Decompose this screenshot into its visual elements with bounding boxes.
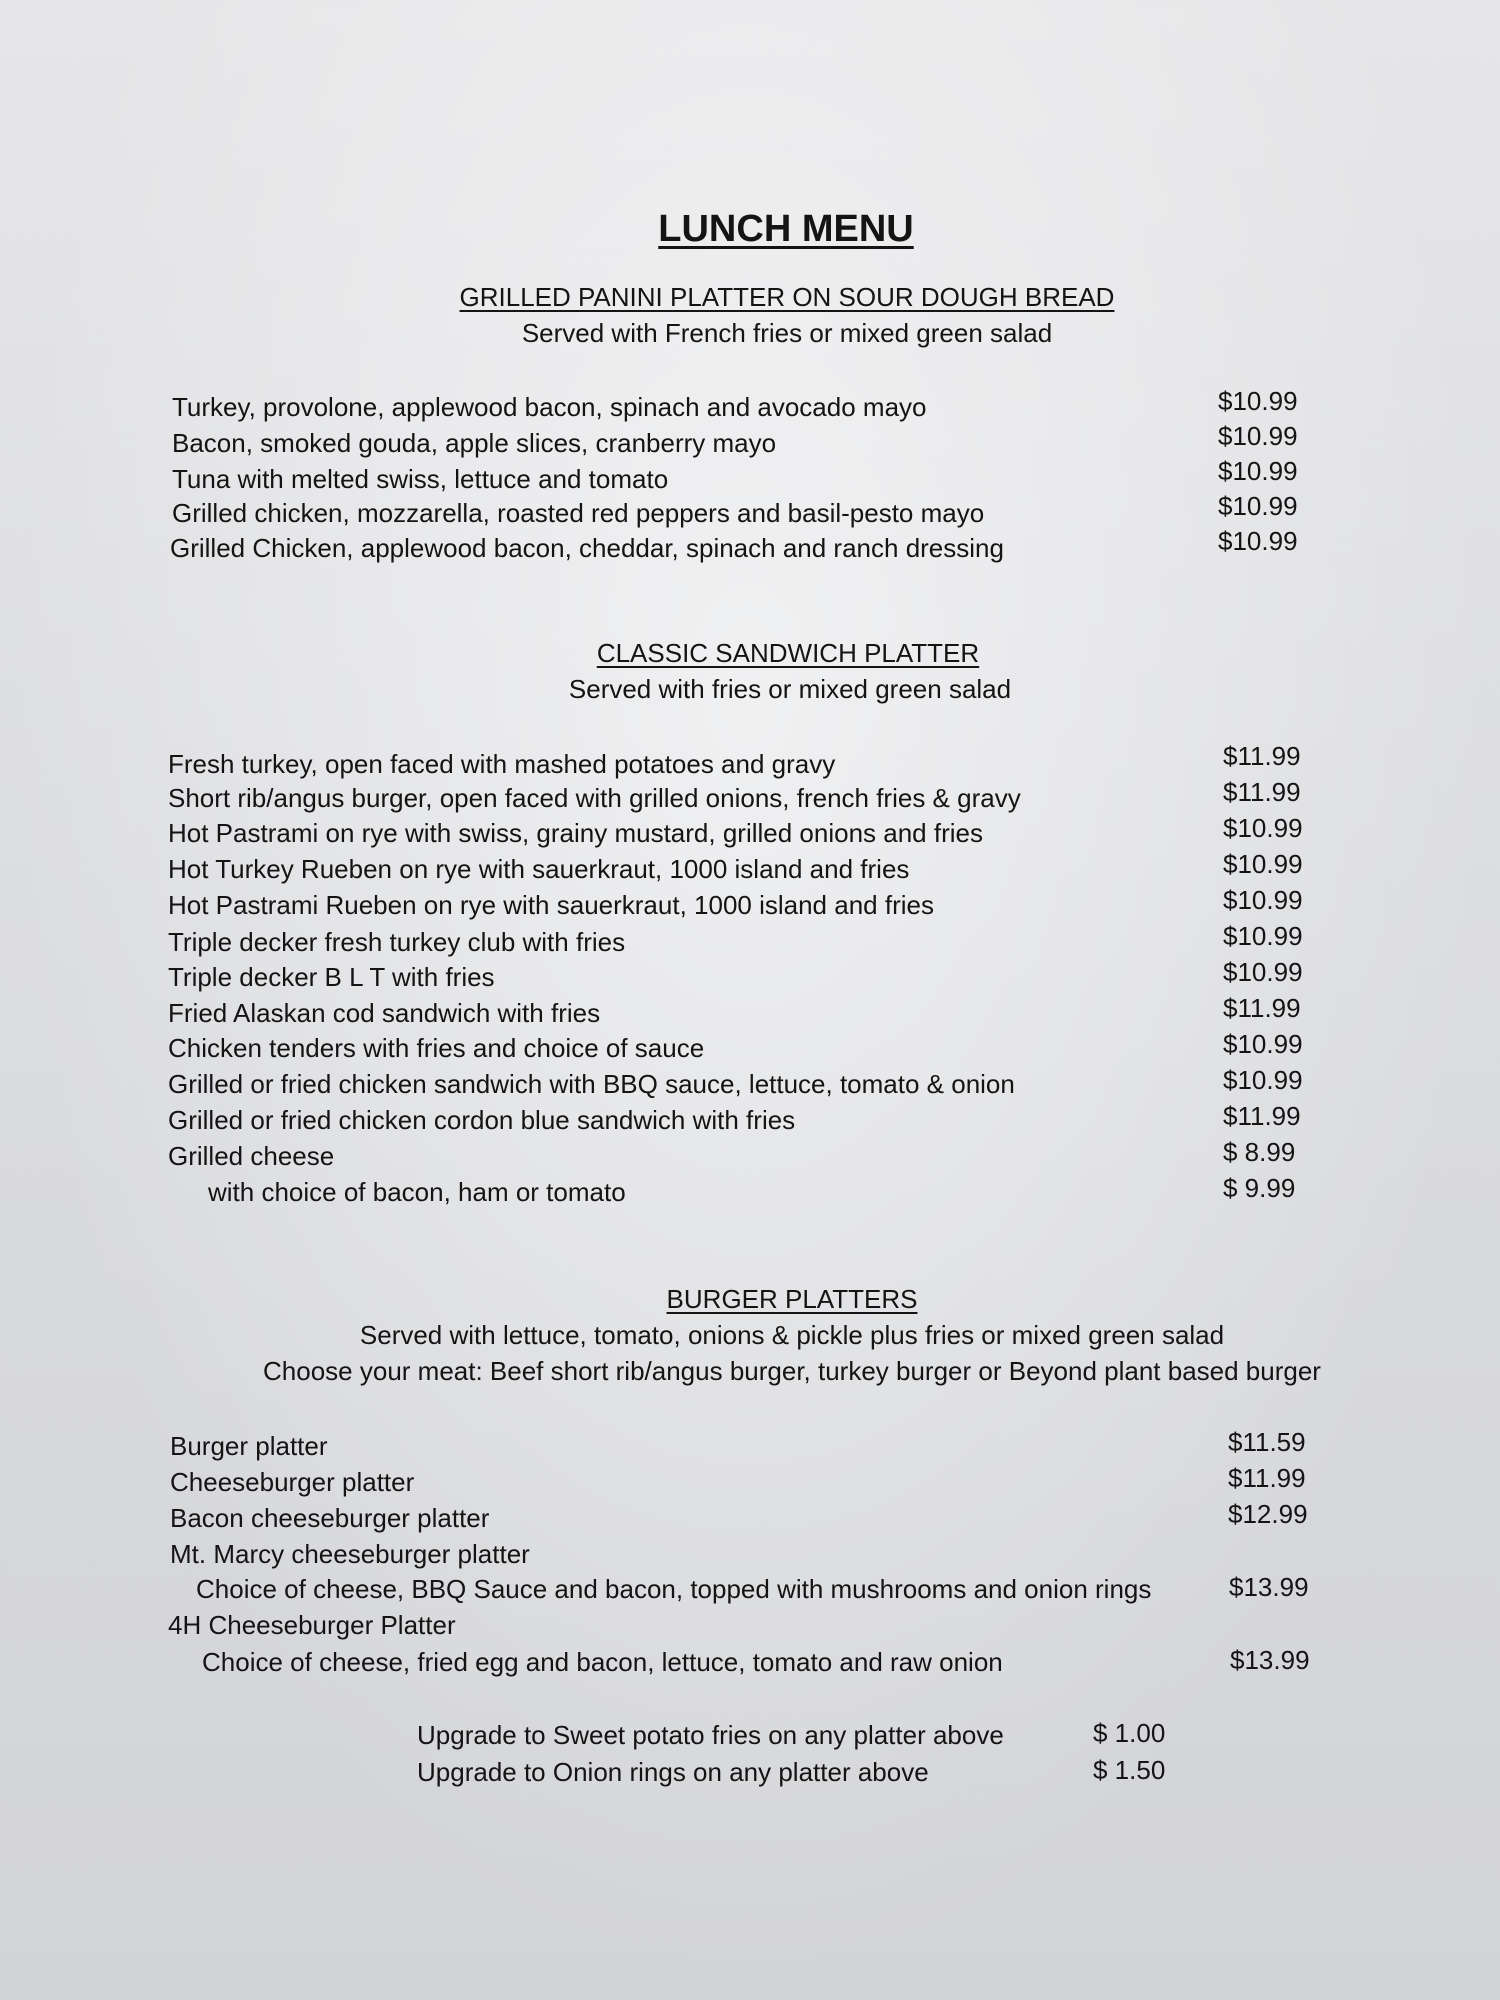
panini-price-1: $10.99 bbox=[1218, 386, 1298, 416]
burger-item-4: Mt. Marcy cheeseburger platter bbox=[170, 1539, 530, 1569]
upgrade-onion-rings: Upgrade to Onion rings on any platter above bbox=[417, 1757, 929, 1787]
classic-item-1: Fresh turkey, open faced with mashed potatoes and gravy bbox=[168, 749, 836, 779]
panini-item-1: Turkey, provolone, applewood bacon, spinach and avocado mayo bbox=[172, 392, 927, 422]
classic-item-10: Grilled or fried chicken sandwich with BBQ sauce, lettuce, tomato & onion bbox=[168, 1069, 1015, 1099]
classic-item-2: Short rib/angus burger, open faced with grilled onions, french fries & gravy bbox=[168, 783, 1021, 813]
panini-item-3: Tuna with melted swiss, lettuce and tomato bbox=[172, 464, 669, 494]
classic-price-2: $11.99 bbox=[1223, 777, 1301, 807]
classic-price-4: $10.99 bbox=[1223, 849, 1303, 879]
panini-subheading: Served with French fries or mixed green salad bbox=[521, 318, 1053, 348]
classic-price-13: $ 9.99 bbox=[1223, 1173, 1296, 1203]
burger-item-3: Bacon cheeseburger platter bbox=[170, 1503, 490, 1533]
classic-price-5: $10.99 bbox=[1223, 885, 1303, 915]
classic-price-8: $11.99 bbox=[1223, 993, 1301, 1023]
burger-heading: BURGER PLATTERS bbox=[666, 1284, 918, 1314]
page-title: LUNCH MENU bbox=[658, 208, 914, 250]
burger-price-1: $11.59 bbox=[1228, 1427, 1306, 1457]
classic-item-5: Hot Pastrami Rueben on rye with sauerkraut, 1000 island and fries bbox=[168, 890, 934, 920]
upgrade-sweet-potato-price: $ 1.00 bbox=[1093, 1718, 1166, 1748]
burger-item-7: Choice of cheese, fried egg and bacon, lettuce, tomato and raw onion bbox=[202, 1647, 1003, 1677]
panini-item-2: Bacon, smoked gouda, apple slices, cranberry mayo bbox=[172, 428, 777, 458]
panini-price-3: $10.99 bbox=[1218, 456, 1298, 486]
classic-item-3: Hot Pastrami on rye with swiss, grainy mustard, grilled onions and fries bbox=[168, 818, 983, 848]
burger-price-7: $13.99 bbox=[1230, 1645, 1310, 1675]
classic-price-7: $10.99 bbox=[1223, 957, 1303, 987]
burger-item-5: Choice of cheese, BBQ Sauce and bacon, topped with mushrooms and onion rings bbox=[196, 1574, 1152, 1604]
classic-price-6: $10.99 bbox=[1223, 921, 1303, 951]
panini-price-5: $10.99 bbox=[1218, 526, 1298, 556]
panini-heading: GRILLED PANINI PLATTER ON SOUR DOUGH BREAD bbox=[459, 282, 1115, 312]
classic-item-7: Triple decker B L T with fries bbox=[168, 962, 495, 992]
burger-item-1: Burger platter bbox=[170, 1431, 328, 1461]
burger-item-6: 4H Cheeseburger Platter bbox=[168, 1610, 456, 1640]
classic-price-1: $11.99 bbox=[1223, 741, 1301, 771]
classic-price-10: $10.99 bbox=[1223, 1065, 1303, 1095]
classic-item-11: Grilled or fried chicken cordon blue sandwich with fries bbox=[168, 1105, 796, 1135]
panini-item-4: Grilled chicken, mozzarella, roasted red peppers and basil-pesto mayo bbox=[172, 498, 985, 528]
classic-item-6: Triple decker fresh turkey club with fries bbox=[168, 927, 626, 957]
burger-price-5: $13.99 bbox=[1229, 1572, 1309, 1602]
upgrade-sweet-potato: Upgrade to Sweet potato fries on any platter above bbox=[417, 1720, 1004, 1750]
burger-meat-choice: Choose your meat: Beef short rib/angus burger, turkey burger or Beyond plant based burger bbox=[263, 1356, 1321, 1386]
classic-item-12: Grilled cheese bbox=[168, 1141, 335, 1171]
classic-item-4: Hot Turkey Rueben on rye with sauerkraut, 1000 island and fries bbox=[168, 854, 910, 884]
classic-price-3: $10.99 bbox=[1223, 813, 1303, 843]
classic-subheading: Served with fries or mixed green salad bbox=[568, 674, 1012, 704]
upgrade-onion-rings-price: $ 1.50 bbox=[1093, 1755, 1166, 1785]
panini-item-5: Grilled Chicken, applewood bacon, cheddar, spinach and ranch dressing bbox=[170, 533, 1004, 563]
classic-item-13: with choice of bacon, ham or tomato bbox=[208, 1177, 626, 1207]
classic-item-8: Fried Alaskan cod sandwich with fries bbox=[168, 998, 601, 1028]
burger-item-2: Cheeseburger platter bbox=[170, 1467, 415, 1497]
panini-price-2: $10.99 bbox=[1218, 421, 1298, 451]
panini-price-4: $10.99 bbox=[1218, 491, 1298, 521]
classic-item-9: Chicken tenders with fries and choice of sauce bbox=[168, 1033, 705, 1063]
classic-price-11: $11.99 bbox=[1223, 1101, 1301, 1131]
classic-price-9: $10.99 bbox=[1223, 1029, 1303, 1059]
burger-price-2: $11.99 bbox=[1228, 1463, 1306, 1493]
burger-subheading: Served with lettuce, tomato, onions & pickle plus fries or mixed green salad bbox=[359, 1320, 1225, 1350]
classic-heading: CLASSIC SANDWICH PLATTER bbox=[596, 638, 980, 668]
classic-price-12: $ 8.99 bbox=[1223, 1137, 1296, 1167]
burger-price-3: $12.99 bbox=[1228, 1499, 1308, 1529]
